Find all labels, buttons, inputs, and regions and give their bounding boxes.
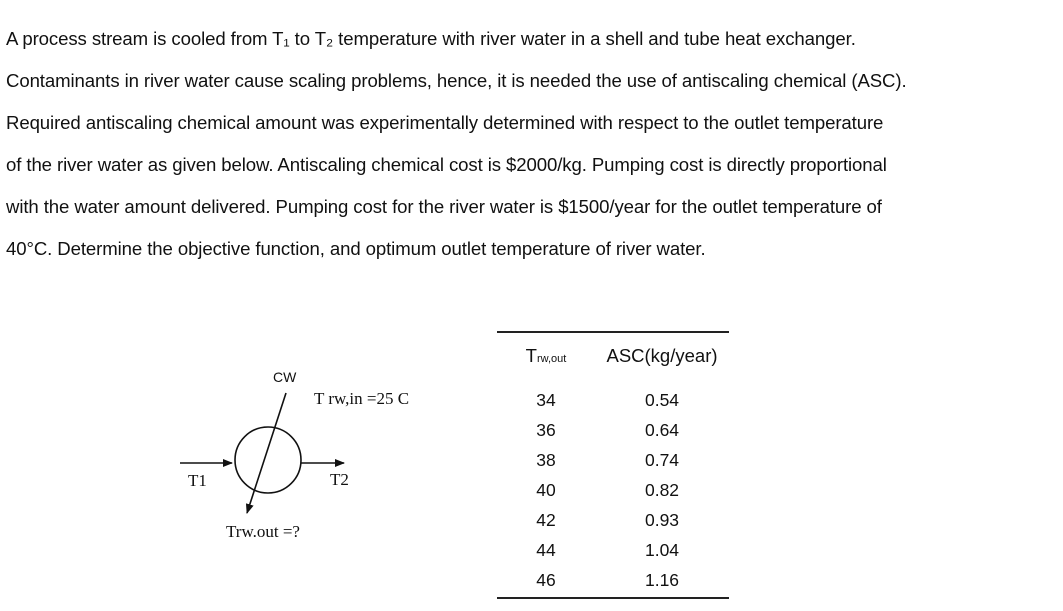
heat-exchanger-schematic (170, 355, 470, 555)
header-outlet-temperature (497, 345, 595, 367)
row-7-temperature: 46 (536, 570, 556, 590)
row-1-asc: 0.54 (644, 390, 680, 410)
problem-line-2: Contaminants in river water cause scaling problems, hence, it is needed the use of antiscaling chemical (ASC). (6, 70, 907, 91)
problem-line-6: 40°C. Determine the objective function, and optimum outlet temperature of river water. (6, 238, 706, 259)
inlet-temperature-label: T rw,in =25 C (314, 389, 410, 408)
row-3-asc: 0.74 (644, 450, 680, 470)
header-t-main: T (525, 345, 537, 366)
row-5-asc: 0.93 (644, 510, 680, 530)
heat-exchanger-diagram (170, 355, 470, 555)
row-2-temperature: 36 (536, 420, 556, 440)
exchanger-circle (235, 427, 301, 493)
row-5-temperature: 42 (536, 510, 556, 530)
row-6-asc: 1.04 (644, 540, 680, 560)
row-4-asc: 0.82 (644, 480, 680, 500)
t1-label: T1 (188, 471, 207, 490)
problem-line-5: with the water amount delivered. Pumping cost for the river water is $1500/year for the outlet temperature of (6, 196, 882, 217)
t2-label: T2 (330, 470, 349, 489)
row-3-temperature: 38 (536, 450, 556, 470)
header-t-subscript: rw,out (536, 353, 567, 365)
cw-label: CW (273, 369, 297, 385)
row-1-temperature: 34 (536, 390, 556, 410)
row-6-temperature: 44 (536, 540, 556, 560)
problem-line-4: of the river water as given below. Antiscaling chemical cost is $2000/kg. Pumping cost is directly proportional (6, 154, 887, 175)
row-7-asc: 1.16 (644, 570, 680, 590)
row-2-asc: 0.64 (644, 420, 680, 440)
problem-statement (6, 18, 1056, 270)
problem-line-3: Required antiscaling chemical amount was experimentally determined with respect to the outlet temperature (6, 112, 884, 133)
cooling-water-arrow (247, 393, 286, 513)
table-bottom-rule (497, 597, 729, 599)
asc-data-table (497, 331, 729, 599)
problem-line-1: A process stream is cooled from T₁ to T₂ temperature with river water in a shell and tube heat exchanger. (6, 28, 856, 49)
header-asc: ASC(kg/year) (606, 345, 718, 366)
row-4-temperature: 40 (536, 480, 556, 500)
table-top-rule (497, 331, 729, 333)
outlet-temperature-label: Trw.out =? (226, 522, 300, 541)
